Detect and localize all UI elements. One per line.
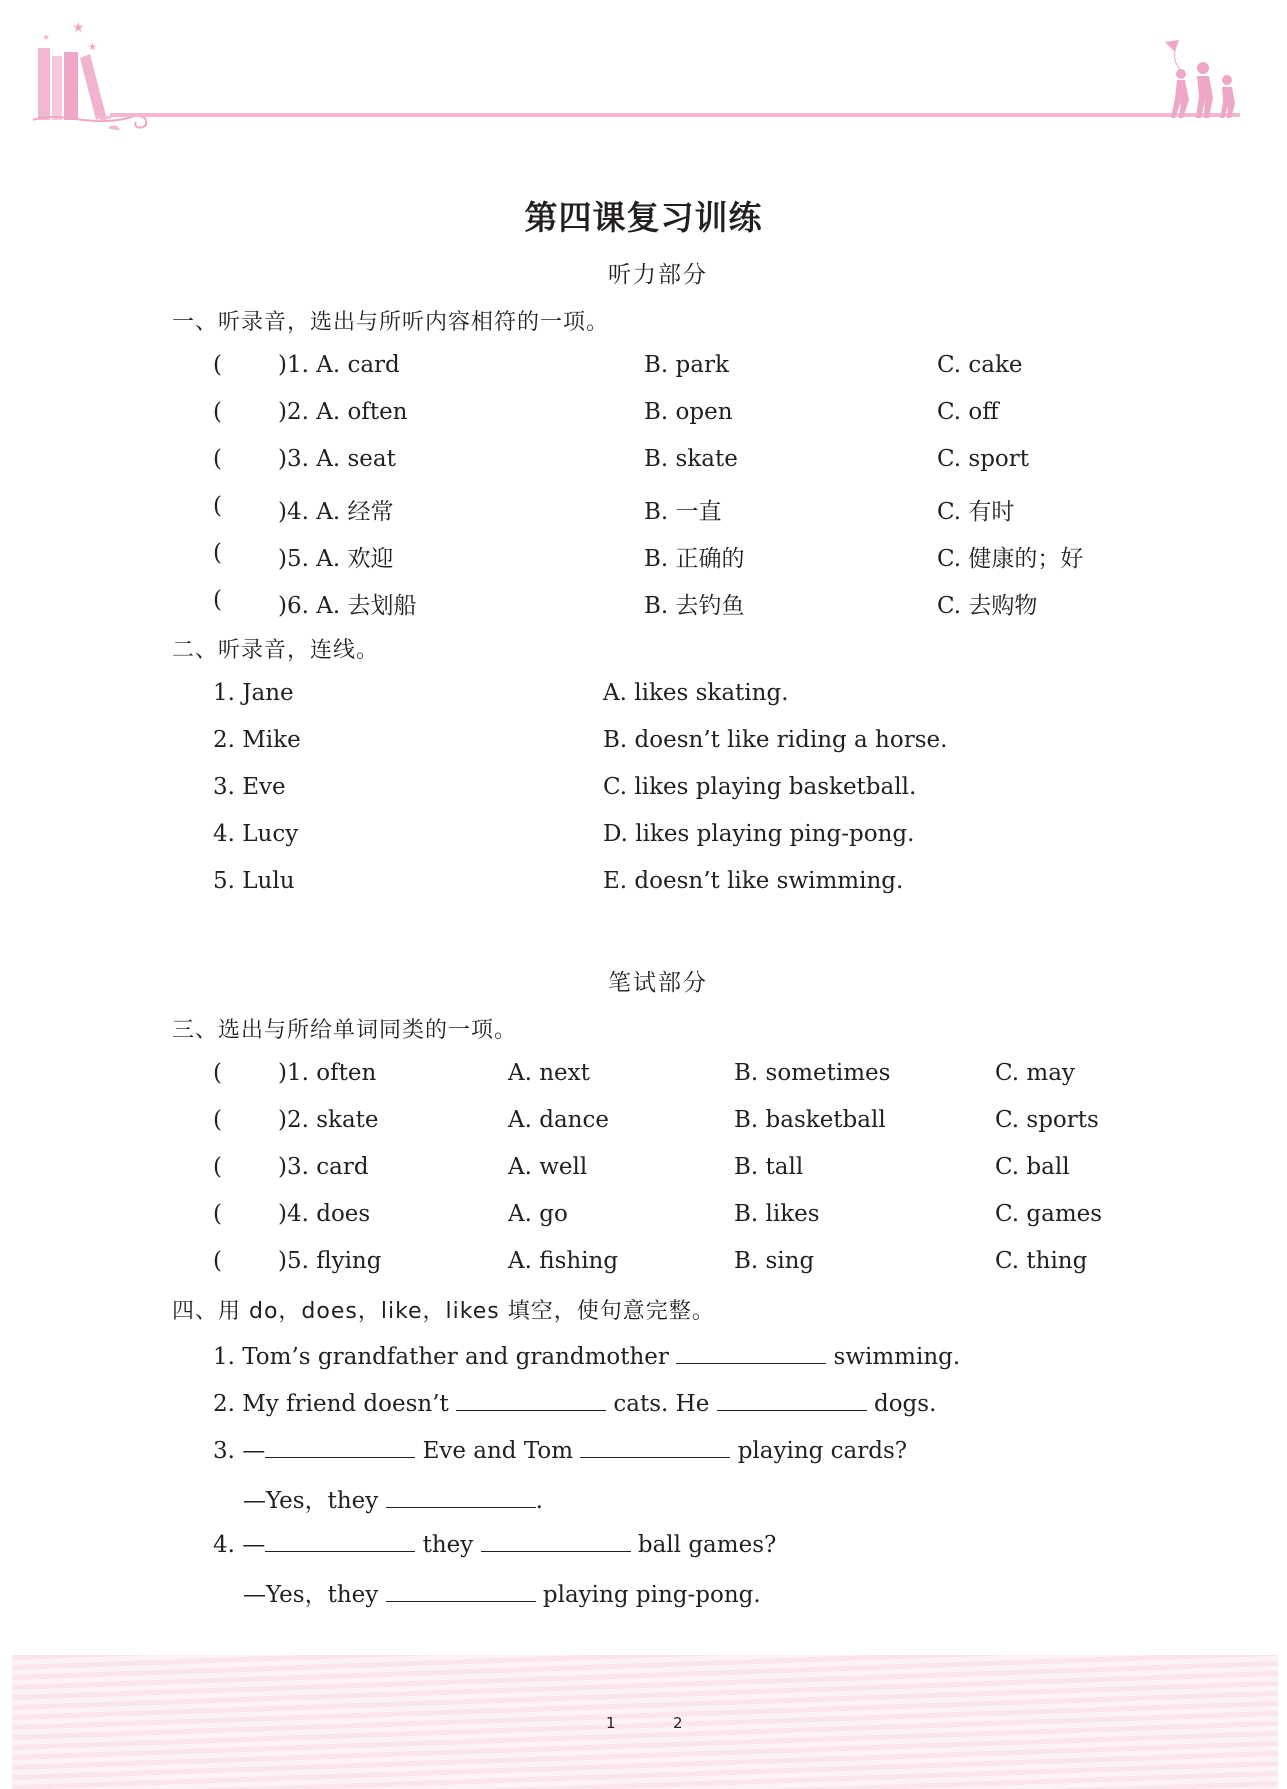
question-option-a: )2. A. often — [278, 399, 408, 425]
section1-heading: 一、听录音，选出与所听内容相符的一项。 — [172, 310, 610, 335]
answer-blank[interactable] — [265, 1529, 415, 1552]
sentence-text: playing cards? — [737, 1438, 908, 1464]
question-option-a: )3. A. seat — [278, 446, 396, 472]
fill-sentence-4-reply — [0, 1576, 1287, 1616]
question-option-b: B. 一直 — [644, 499, 722, 525]
writing-section-title: 笔试部分 — [608, 970, 708, 996]
fill-sentence-1 — [0, 1341, 1287, 1381]
question-option-b: B. likes — [734, 1201, 820, 1227]
sentence-line — [213, 1435, 907, 1464]
question-option-a: A. fishing — [508, 1248, 619, 1274]
question-option-b: B. tall — [734, 1154, 804, 1180]
fill-sentence-3-reply — [0, 1482, 1287, 1522]
answer-paren[interactable]: ( — [213, 1154, 222, 1180]
question-row — [0, 493, 1287, 533]
sentence-text: —Yes，they — [243, 1488, 379, 1514]
match-row — [0, 774, 1287, 814]
sentence-line — [243, 1576, 761, 1609]
section3-heading: 三、选出与所给单词同类的一项。 — [172, 1018, 518, 1043]
question-option-b: B. open — [644, 399, 733, 425]
page-number-left: 1 — [606, 1714, 616, 1732]
answer-blank[interactable] — [580, 1435, 730, 1458]
svg-text:★: ★ — [88, 42, 97, 53]
question-option-b: B. 去钓鱼 — [644, 593, 745, 619]
sentence-text: 1. Tom’s grandfather and grandmother — [213, 1344, 669, 1370]
question-row — [0, 540, 1287, 580]
question-option-b: B. sometimes — [734, 1060, 891, 1086]
sentence-line — [213, 1529, 776, 1558]
match-phrase[interactable]: D. likes playing ping-pong. — [603, 821, 915, 847]
answer-paren[interactable]: ( — [213, 1060, 222, 1086]
answer-blank[interactable] — [717, 1388, 867, 1411]
question-option-a: A. go — [508, 1201, 568, 1227]
sentence-text: dogs. — [873, 1391, 937, 1417]
question-option-b: B. sing — [734, 1248, 815, 1274]
question-option-b: B. park — [644, 352, 729, 378]
question-option-b: B. basketball — [734, 1107, 886, 1133]
svg-text:★: ★ — [42, 33, 51, 43]
fill-sentence-4 — [0, 1529, 1287, 1569]
match-name[interactable]: 4. Lucy — [213, 821, 299, 847]
question-option-a: )6. A. 去划船 — [278, 593, 417, 619]
answer-blank[interactable] — [265, 1435, 415, 1458]
question-option-c: C. games — [995, 1201, 1103, 1227]
question-row — [0, 446, 1287, 486]
question-row — [0, 1060, 1287, 1100]
sentence-line — [243, 1482, 543, 1515]
answer-paren[interactable]: ( — [213, 1107, 222, 1133]
page-number-right: 2 — [673, 1714, 683, 1732]
question-option-c: C. 去购物 — [937, 593, 1038, 619]
sentence-text: —Yes，they — [243, 1582, 379, 1608]
question-option-c: C. 健康的；好 — [937, 546, 1084, 572]
answer-paren[interactable]: ( — [213, 446, 222, 472]
answer-paren[interactable]: ( — [213, 587, 222, 613]
match-name[interactable]: 2. Mike — [213, 727, 301, 753]
sentence-line — [213, 1388, 936, 1417]
sentence-text: 4. — — [213, 1532, 266, 1558]
question-option-c: C. cake — [937, 352, 1023, 378]
match-name[interactable]: 1. Jane — [213, 680, 294, 706]
answer-paren[interactable]: ( — [213, 493, 222, 519]
sentence-text: . — [535, 1488, 543, 1514]
question-row — [0, 1154, 1287, 1194]
question-row — [0, 1248, 1287, 1288]
page-title: 第四课复习训练 — [524, 198, 763, 237]
question-option-a: A. next — [508, 1060, 590, 1086]
question-option-b: B. 正确的 — [644, 546, 745, 572]
match-phrase[interactable]: B. doesn’t like riding a horse. — [603, 727, 948, 753]
question-option-c: C. may — [995, 1060, 1075, 1086]
svg-text:★: ★ — [72, 20, 85, 36]
answer-blank[interactable] — [481, 1529, 631, 1552]
question-row — [0, 1107, 1287, 1147]
question-option-c: C. off — [937, 399, 999, 425]
sentence-text: 3. — — [213, 1438, 266, 1464]
answer-blank[interactable] — [386, 1485, 536, 1508]
question-row — [0, 399, 1287, 439]
header-rule — [110, 113, 1240, 117]
answer-paren[interactable]: ( — [213, 540, 222, 566]
sentence-text: 2. My friend doesn’t — [213, 1391, 449, 1417]
match-phrase[interactable]: E. doesn’t like swimming. — [603, 868, 904, 894]
sentence-line — [213, 1341, 960, 1370]
match-row — [0, 727, 1287, 767]
question-option-a: )1. A. card — [278, 352, 400, 378]
question-word: )5. flying — [278, 1248, 382, 1274]
sentence-text: Eve and Tom — [422, 1438, 574, 1464]
sentence-text: ball games? — [637, 1532, 777, 1558]
question-row — [0, 1201, 1287, 1241]
question-option-c: C. sports — [995, 1107, 1099, 1133]
question-option-c: C. sport — [937, 446, 1030, 472]
match-row — [0, 868, 1287, 908]
question-option-c: C. ball — [995, 1154, 1070, 1180]
answer-blank[interactable] — [676, 1341, 826, 1364]
answer-paren[interactable]: ( — [213, 1248, 222, 1274]
sentence-text: they — [422, 1532, 474, 1558]
question-option-a: A. well — [508, 1154, 588, 1180]
fill-sentence-2 — [0, 1388, 1287, 1428]
match-row — [0, 821, 1287, 861]
section4-heading: 四、用 do，does，like，likes 填空，使句意完整。 — [172, 1299, 715, 1324]
question-option-c: C. thing — [995, 1248, 1088, 1274]
question-option-a: A. dance — [508, 1107, 609, 1133]
match-row — [0, 680, 1287, 720]
sentence-text: cats. He — [613, 1391, 710, 1417]
match-phrase[interactable]: C. likes playing basketball. — [603, 774, 917, 800]
answer-blank[interactable] — [456, 1388, 606, 1411]
question-word: )4. does — [278, 1201, 371, 1227]
sentence-text: swimming. — [833, 1344, 961, 1370]
sentence-text: playing ping-pong. — [542, 1582, 761, 1608]
answer-paren[interactable]: ( — [213, 352, 222, 378]
children-kite-icon — [1155, 38, 1245, 120]
question-word: )3. card — [278, 1154, 369, 1180]
match-name[interactable]: 3. Eve — [213, 774, 286, 800]
match-name[interactable]: 5. Lulu — [213, 868, 295, 894]
fill-sentence-3 — [0, 1435, 1287, 1475]
answer-paren[interactable]: ( — [213, 399, 222, 425]
question-option-a: )5. A. 欢迎 — [278, 546, 394, 572]
answer-paren[interactable]: ( — [213, 1201, 222, 1227]
question-word: )1. often — [278, 1060, 377, 1086]
question-option-a: )4. A. 经常 — [278, 499, 394, 525]
match-phrase[interactable]: A. likes skating. — [603, 680, 789, 706]
question-word: )2. skate — [278, 1107, 379, 1133]
listening-section-title: 听力部分 — [608, 262, 708, 288]
question-row — [0, 352, 1287, 392]
answer-blank[interactable] — [386, 1579, 536, 1602]
section2-heading: 二、听录音，连线。 — [172, 638, 380, 663]
footer-band — [12, 1655, 1278, 1789]
question-option-b: B. skate — [644, 446, 738, 472]
question-option-c: C. 有时 — [937, 499, 1015, 525]
question-row — [0, 587, 1287, 627]
